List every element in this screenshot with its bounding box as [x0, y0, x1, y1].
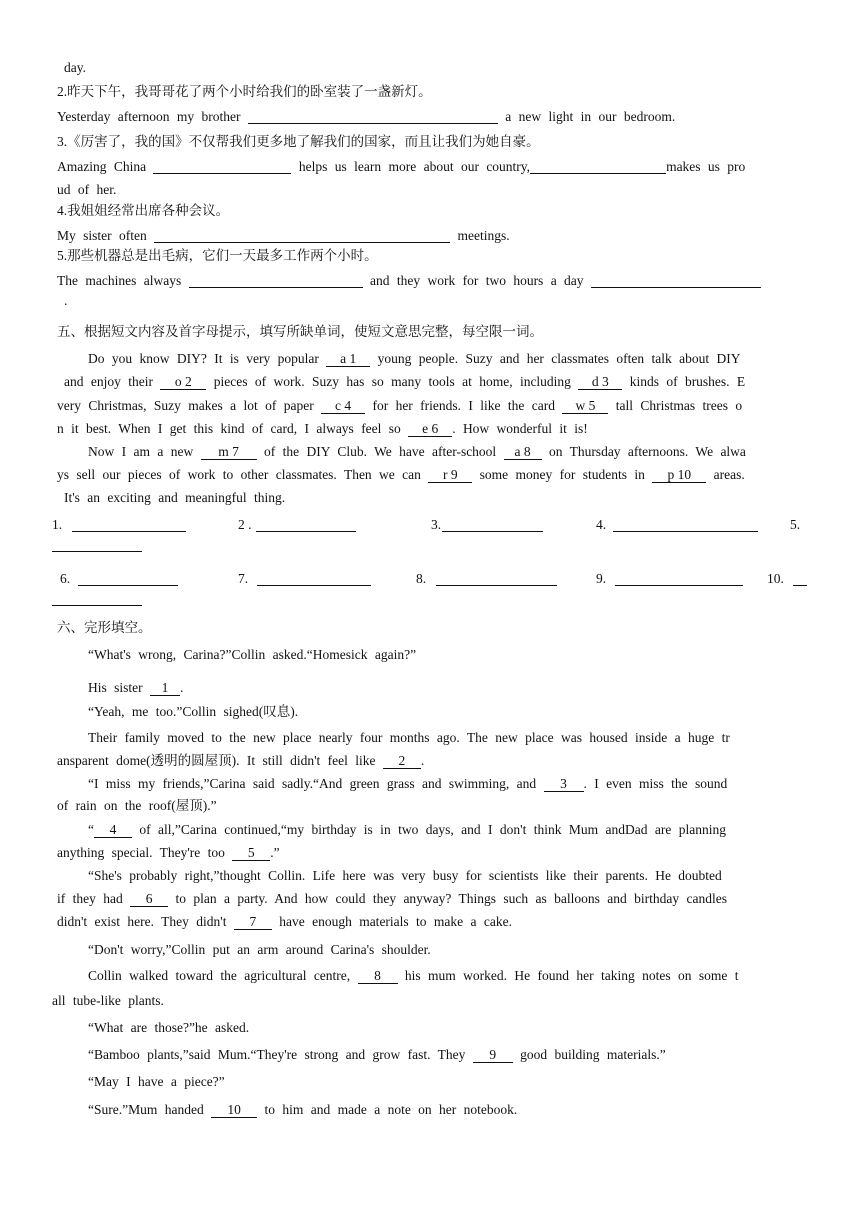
answer-blank: 6	[130, 891, 168, 907]
answer-blank: a 1	[326, 351, 370, 367]
sentence-part: a new light in our bedroom.	[505, 109, 676, 124]
sentence-part: helps us learn more about our country,	[298, 159, 531, 174]
text-line: day.	[64, 60, 86, 75]
sentence-part: on Thursday afternoons. We alwa	[548, 444, 746, 459]
passage-line: It's an exciting and meaningful thing.	[64, 490, 286, 505]
sentence-part: of the DIY Club. We have after-school	[263, 444, 497, 459]
sentence-part: ansparent dome(透明的圆屋顶). It still didn't feel like	[57, 753, 376, 768]
sentence-part: some money for students in	[479, 467, 645, 482]
sentence-part: . I even miss the sound	[583, 776, 728, 791]
sentence-part: “Sure.”Mum handed	[88, 1102, 204, 1117]
passage-line	[88, 350, 808, 368]
answer-label: 9.	[596, 571, 607, 586]
passage-line: all tube-like plants.	[52, 993, 164, 1008]
blank-line	[153, 158, 291, 174]
question-5-chinese: 5.那些机器总是出毛病，它们一天最多工作两个小时。	[57, 248, 378, 263]
sentence-part: .”	[270, 845, 280, 860]
sentence-part: “I miss my friends,”Carina said sadly.“And green grass and swimming, and	[88, 776, 537, 791]
sentence-part: Collin walked toward the agricultural centre,	[88, 968, 351, 983]
answer-blank: 3	[544, 776, 584, 792]
answer-blank: m 7	[201, 444, 257, 460]
blank-line	[154, 227, 450, 243]
sentence-part: My sister often	[57, 228, 147, 243]
sentence-part: to him and made a note on her notebook.	[264, 1102, 518, 1117]
answer-line	[436, 570, 557, 586]
blank-line	[591, 272, 761, 288]
answer-blank: 9	[473, 1047, 513, 1063]
answer-line	[52, 536, 142, 552]
passage-line: “She's probably right,”thought Collin. Life here was very busy for scientists like their parents. He doubted	[88, 868, 722, 883]
answer-line	[615, 570, 743, 586]
sentence-part: very Christmas, Suzy makes a lot of paper	[57, 398, 322, 413]
answer-label: 5.	[790, 517, 801, 532]
answer-blank: 1	[150, 680, 180, 696]
passage-line: “May I have a piece?”	[88, 1074, 225, 1089]
sentence-part: Now I am a new	[88, 444, 194, 459]
passage-line	[88, 1046, 808, 1064]
answer-blank: c 4	[321, 398, 365, 414]
question-4-chinese: 4.我姐姐经常出席各种会议。	[57, 203, 230, 218]
answer-label: 2 .	[238, 517, 252, 532]
sentence-part: and enjoy their	[64, 374, 161, 389]
passage-line	[57, 397, 807, 415]
sentence-part: and they work for two hours a day	[369, 273, 584, 288]
sentence-part: Amazing China	[57, 159, 147, 174]
sentence-part: Yesterday afternoon my brother	[57, 109, 241, 124]
answer-line	[442, 516, 543, 532]
answer-blank: 7	[234, 914, 272, 930]
question-5-english	[57, 272, 807, 290]
answer-blank: e 6	[408, 421, 452, 437]
answer-line	[52, 590, 142, 606]
section-6-heading: 六、完形填空。	[57, 620, 152, 635]
answer-label: 1.	[52, 517, 63, 532]
blank-line	[189, 272, 363, 288]
answer-blank: p 10	[652, 467, 706, 483]
passage-line: Their family moved to the new place nearly four months ago. The new place was housed inside a huge tr	[88, 730, 730, 745]
passage-line	[88, 443, 808, 461]
question-2-chinese: 2.昨天下午，我哥哥花了两个小时给我们的卧室装了一盏新灯。	[57, 84, 432, 99]
answer-label: 4.	[596, 517, 607, 532]
answer-line	[257, 570, 371, 586]
sentence-part: ys sell our pieces of work to other classmates. Then we can	[57, 467, 421, 482]
answer-line	[72, 516, 186, 532]
sentence-part: areas.	[713, 467, 745, 482]
answer-label: 6.	[60, 571, 71, 586]
sentence-part: for her friends. I like the card	[365, 398, 563, 413]
passage-line: “Yeah, me too.”Collin sighed(叹息).	[88, 704, 299, 719]
answer-blank: w 5	[562, 398, 608, 414]
sentence-part: .	[180, 680, 184, 695]
passage-line	[57, 420, 807, 438]
answer-line	[613, 516, 758, 532]
sentence-part: good building materials.”	[520, 1047, 666, 1062]
section-5-heading: 五、根据短文内容及首字母提示，填写所缺单词，使短文意思完整，每空限一词。	[57, 324, 543, 339]
sentence-part: Do you know DIY? It is very popular	[88, 351, 327, 366]
sentence-part: .	[420, 753, 425, 768]
sentence-part: to plan a party. And how could they anyway? Things such as balloons and birthday candles	[175, 891, 728, 906]
answer-blank: a 8	[504, 444, 542, 460]
passage-line	[88, 679, 808, 697]
sentence-part: His sister	[88, 680, 143, 695]
blank-line	[530, 158, 666, 174]
answer-blank: d 3	[578, 374, 622, 390]
answer-label: 3.	[431, 517, 442, 532]
passage-line	[57, 913, 807, 931]
passage-line	[57, 466, 807, 484]
passage-line: “What's wrong, Carina?”Collin asked.“Homesick again?”	[88, 647, 417, 662]
sentence-part: n it best. When I get this kind of card, I always feel so	[57, 421, 409, 436]
sentence-part: meetings.	[457, 228, 510, 243]
sentence-part: anything special. They're too	[57, 845, 225, 860]
sentence-part: “Bamboo plants,”said Mum.“They're strong and grow fast. They	[88, 1047, 466, 1062]
answer-blank: 5	[232, 845, 270, 861]
sentence-part: his mum worked. He found her taking notes on some t	[404, 968, 739, 983]
question-3-english	[57, 158, 807, 176]
sentence-part: . How wonderful it is!	[452, 421, 588, 436]
answer-blank: o 2	[160, 374, 206, 390]
answer-line	[793, 570, 807, 586]
sentence-part: didn't exist here. They didn't	[57, 914, 227, 929]
passage-line	[57, 752, 807, 770]
passage-line	[88, 967, 808, 985]
passage-line: of rain on the roof(屋顶).”	[57, 798, 217, 813]
sentence-part: have enough materials to make a cake.	[279, 914, 513, 929]
passage-line	[57, 890, 807, 908]
passage-line	[88, 775, 808, 793]
passage-line: “What are those?”he asked.	[88, 1020, 250, 1035]
question-2-english	[57, 108, 807, 126]
passage-line	[57, 844, 807, 862]
answer-line	[78, 570, 178, 586]
sentence-part: makes us pro	[666, 159, 746, 174]
question-3-chinese: 3.《厉害了，我的国》不仅帮我们更多地了解我们的国家，而且让我们为她自豪。	[57, 134, 540, 149]
sentence-part: “	[88, 822, 94, 837]
text-line: ud of her.	[57, 182, 117, 197]
answer-line	[256, 516, 356, 532]
sentence-part: pieces of work. Suzy has so many tools at home, including	[206, 374, 579, 389]
answer-blank: 2	[383, 753, 421, 769]
blank-line	[248, 108, 498, 124]
passage-line	[88, 821, 808, 839]
question-4-english	[57, 227, 807, 245]
answer-blank: r 9	[428, 467, 472, 483]
sentence-part: of all,”Carina continued,“my birthday is in two days, and I don't think Mum andDad are planning	[139, 822, 726, 837]
passage-line: “Don't worry,”Collin put an arm around Carina's shoulder.	[88, 942, 431, 957]
sentence-part: tall Christmas trees o	[608, 398, 743, 413]
answer-blank: 10	[211, 1102, 257, 1118]
answer-blank: 8	[358, 968, 398, 984]
sentence-part: kinds of brushes. E	[622, 374, 746, 389]
passage-line	[88, 1101, 808, 1119]
answer-label: 10.	[767, 571, 784, 586]
answer-label: 7.	[238, 571, 249, 586]
answer-label: 8.	[416, 571, 427, 586]
sentence-part: young people. Suzy and her classmates often talk about DIY	[370, 351, 741, 366]
text-line: .	[64, 293, 68, 308]
sentence-part: The machines always	[57, 273, 182, 288]
sentence-part: if they had	[57, 891, 123, 906]
answer-blank: 4	[94, 822, 132, 838]
passage-line	[64, 373, 806, 391]
